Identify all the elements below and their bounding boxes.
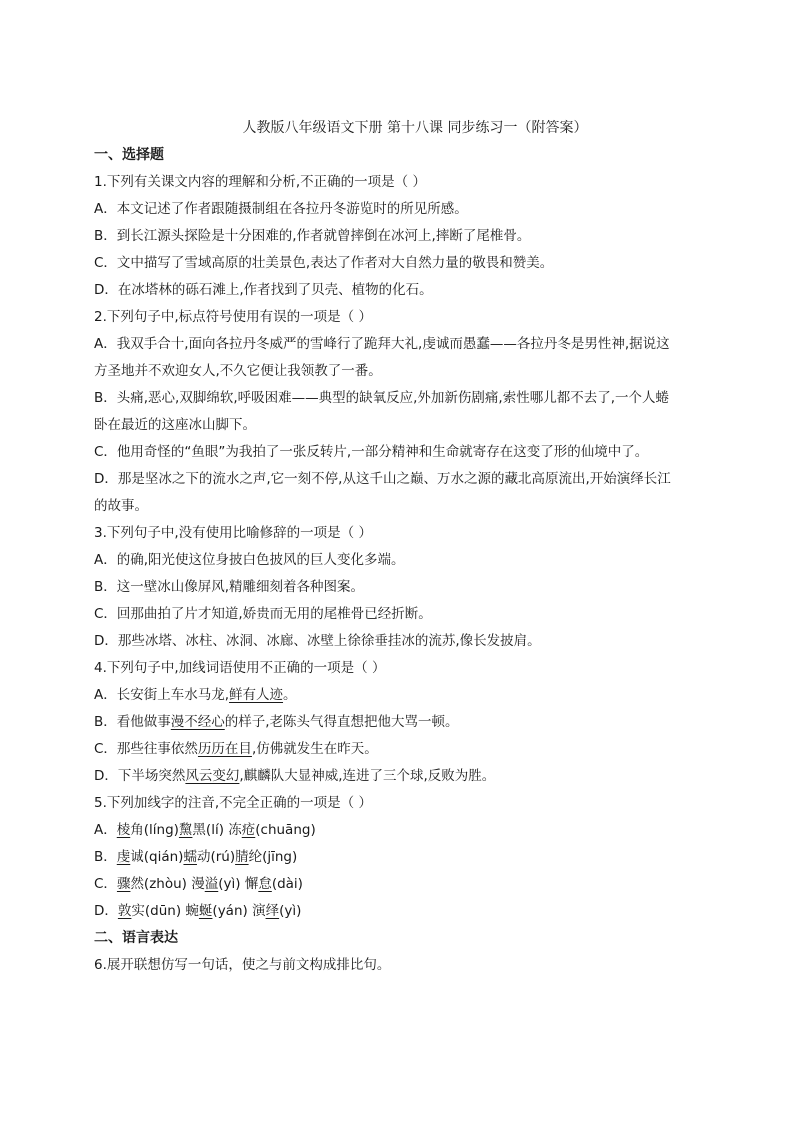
question-1-option-c: C．文中描写了雪域高原的壮美景色,表达了作者对大自然力量的敬畏和赞美。	[94, 255, 554, 271]
underlined-char: 腈	[235, 849, 249, 865]
option-text: (dài)	[271, 876, 303, 892]
option-label: D．	[94, 903, 118, 919]
question-3-option-a: A．的确,阳光使这位身披白色披风的巨人变化多端。	[94, 552, 405, 568]
option-text: 的样子,老陈头气得直想把他大骂一顿。	[224, 714, 459, 730]
underlined-term: 鲜有人迹	[229, 687, 284, 703]
option-text: 然(zhòu) 漫	[130, 876, 205, 892]
option-text: 动(rú)	[196, 849, 236, 865]
option-text: D．下半场突然	[94, 768, 186, 784]
option-text: 实(dūn) 蜿	[131, 903, 199, 919]
question-5-option-b	[94, 844, 700, 871]
question-5-option-d	[94, 898, 700, 925]
underlined-char: 蠕	[183, 849, 197, 865]
question-4-option-b	[94, 709, 700, 736]
option-text: (chuāng)	[255, 822, 316, 838]
question-1-option-b: B．到长江源头探险是十分困难的,作者就曾摔倒在冰河上,摔断了尾椎骨。	[94, 228, 531, 244]
option-text: B．看他做事	[94, 714, 171, 730]
underlined-char: 怠	[258, 876, 272, 892]
option-text: 纶(jīng)	[248, 849, 298, 865]
question-2-option-b-line1: B．头痛,恶心,双脚绵软,呼吸困难——典型的缺氧反应,外加新伤剧痛,索性哪儿都不去了,一个人蜷	[94, 390, 670, 406]
question-3-option-d: D．那些冰塔、冰柱、冰洞、冰廊、冰壁上徐徐垂挂冰的流苏,像长发披肩。	[94, 633, 541, 649]
underlined-char: 蜒	[198, 903, 213, 919]
question-1-option-a: A．本文记述了作者跟随摄制组在各拉丹冬游览时的所见所感。	[94, 201, 468, 217]
option-text: (yán) 演	[212, 903, 266, 919]
section-heading-choice: 一、选择题	[94, 147, 164, 163]
option-text: 诚(qián)	[130, 849, 184, 865]
underlined-char: 敦	[117, 903, 132, 919]
question-3-option-b: B．这一壁冰山像屏风,精雕细刻着各种图案。	[94, 579, 365, 595]
question-3-option-c: C．回那曲拍了片才知道,娇贵而无用的尾椎骨已经折断。	[94, 606, 432, 622]
option-label: A．	[94, 822, 117, 838]
option-text: 。	[283, 687, 297, 703]
question-5-stem: 5.下列加线字的注音,不完全正确的一项是（ ）	[94, 795, 372, 811]
question-2-option-a-line1: A．我双手合十,面向各拉丹冬威严的雪峰行了跪拜大礼,虔诚而愚蠢——各拉丹冬是男性神,据说这	[94, 336, 670, 352]
question-2-stem: 2.下列句子中,标点符号使用有误的一项是（ ）	[94, 309, 372, 325]
question-4-stem: 4.下列句子中,加线词语使用不正确的一项是（ ）	[94, 660, 386, 676]
option-label: B．	[94, 849, 117, 865]
underlined-term: 历历在目	[197, 741, 252, 757]
option-text: ,麒麟队大显神威,连进了三个球,反败为胜。	[239, 768, 496, 784]
option-text: (yì)	[279, 903, 302, 919]
underlined-term: 漫不经心	[170, 714, 225, 730]
question-2-option-d-line2: 的故事。	[94, 498, 148, 514]
question-2-option-a-line2: 方圣地并不欢迎女人,不久它便让我领教了一番。	[94, 363, 382, 379]
question-4-option-a	[94, 682, 700, 709]
question-2-option-b-line2: 卧在最近的这座冰山脚下。	[94, 417, 256, 433]
option-label: C．	[94, 876, 117, 892]
option-text: A．长安街上车水马龙,	[94, 687, 230, 703]
question-6-stem: 6.展开联想仿写一句话，使之与前文构成排比句。	[94, 957, 391, 973]
question-3-stem: 3.下列句子中,没有使用比喻修辞的一项是（ ）	[94, 525, 372, 541]
underlined-char: 棱	[116, 822, 131, 838]
document-title: 人教版八年级语文下册 第十八课 同步练习一（附答案）	[242, 120, 588, 136]
question-2-option-c: C．他用奇怪的“鱼眼”为我拍了一张反转片,一部分精神和生命就寄存在这变了形的仙境中了。	[94, 444, 649, 460]
option-text: 黑(lí) 冻	[192, 822, 242, 838]
underlined-char: 黧	[178, 822, 193, 838]
option-text: ,仿佛就发生在昨天。	[251, 741, 378, 757]
question-1-option-d: D．在冰塔林的砾石滩上,作者找到了贝壳、植物的化石。	[94, 282, 433, 298]
question-5-option-c	[94, 871, 700, 898]
underlined-char: 虔	[116, 849, 131, 865]
question-4-option-c	[94, 736, 700, 763]
option-text: (yì) 懈	[218, 876, 259, 892]
underlined-term: 风云变幻	[185, 768, 240, 784]
question-2-option-d-line1: D．那是坚冰之下的流水之声,它一刻不停,从这千山之巅、万水之源的藏北高原流出,开始演绎长江	[94, 471, 671, 487]
underlined-char: 溢	[204, 876, 219, 892]
question-5-option-a	[94, 817, 700, 844]
option-text: C．那些往事依然	[94, 741, 198, 757]
question-4-option-d	[94, 763, 700, 790]
underlined-char: 绎	[265, 903, 280, 919]
underlined-char: 骤	[116, 876, 131, 892]
section-heading-expression: 二、语言表达	[94, 930, 178, 946]
underlined-char: 疮	[241, 822, 256, 838]
question-1-stem: 1.下列有关课文内容的理解和分析,不正确的一项是（ ）	[94, 174, 426, 190]
option-text: 角(líng)	[130, 822, 179, 838]
